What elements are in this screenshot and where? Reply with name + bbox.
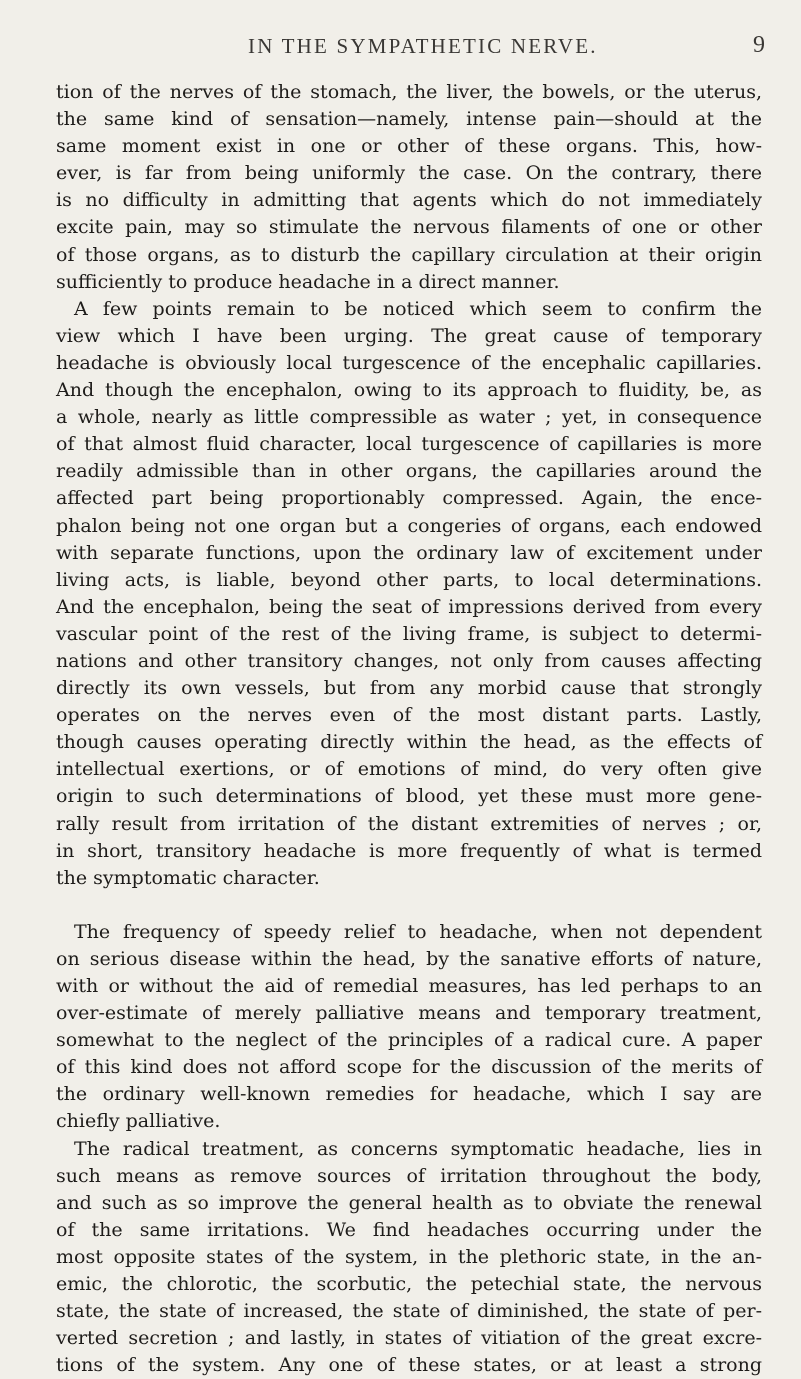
text-line: phalon being not one organ but a congeries of organs, each endowed — [56, 514, 762, 537]
text-line: the ordinary well-known remedies for headache, which I say are — [56, 1083, 762, 1106]
text-line: same moment exist in one or other of these organs. This, how- — [56, 135, 762, 158]
text-line: sufficiently to produce headache in a direct manner. — [56, 270, 560, 293]
paragraph-gap — [56, 892, 762, 919]
text-line: A few points remain to be noticed which seem to confirm the — [74, 297, 762, 320]
text-line: with or without the aid of remedial measures, has led perhaps to an — [56, 975, 762, 997]
text-line: tions of the system. Any one of these states, or at least a strong — [56, 1354, 762, 1377]
text-line: headache is obviously local turgescence of the encephalic capillaries. — [56, 351, 762, 374]
text-line: of the same irritations. We find headaches occurring under the — [56, 1218, 762, 1241]
text-line: of those organs, as to disturb the capillary circulation at their origin — [56, 243, 762, 266]
text-line: living acts, is liable, beyond other parts, to local determinations. — [56, 568, 762, 591]
text-line: And though the encephalon, owing to its approach to fluidity, be, as — [56, 379, 762, 402]
text-line: with separate functions, upon the ordinary law of excitement under — [56, 541, 762, 564]
text-line: directly its own vessels, but from any morbid cause that strongly — [56, 677, 762, 700]
text-line: of this kind does not afford scope for the discussion of the merits of — [56, 1056, 762, 1079]
paragraph — [56, 79, 762, 296]
text-line: The frequency of speedy relief to headache, when not dependent — [74, 920, 762, 943]
text-line: rally result from irritation of the distant extremities of nerves ; or, — [56, 812, 762, 835]
text-line: readily admissible than in other organs, the capillaries around the — [56, 460, 762, 483]
text-line: state, the state of increased, the state of diminished, the state of per- — [56, 1300, 762, 1323]
text-line: over-estimate of merely palliative means and temporary treatment, — [56, 1002, 762, 1025]
text-line: somewhat to the neglect of the principles of a radical cure. A paper — [56, 1029, 762, 1052]
text-line: nations and other transitory changes, not only from causes affecting — [56, 649, 762, 672]
text-line: affected part being proportionably compressed. Again, the ence- — [56, 487, 762, 510]
text-line: excite pain, may so stimulate the nervous filaments of one or other — [56, 216, 762, 239]
text-line: and such as so improve the general health as to obviate the renewal — [56, 1191, 762, 1214]
text-line: though causes operating directly within the head, as the effects of — [56, 731, 762, 754]
text-line: operates on the nerves even of the most distant parts. Lastly, — [56, 704, 762, 727]
text-line: the symptomatic character. — [56, 866, 320, 889]
text-line: most opposite states of the system, in the plethoric state, in the an- — [56, 1245, 762, 1268]
text-line: The radical treatment, as concerns symptomatic headache, lies in — [74, 1137, 762, 1160]
text-line: in short, transitory headache is more frequently of what is termed — [56, 839, 762, 862]
body-text — [56, 79, 762, 1379]
text-line: on serious disease within the head, by the sanative efforts of nature, — [56, 947, 762, 970]
running-title: IN THE SYMPATHETIC NERVE. — [248, 34, 598, 58]
text-line: tion of the nerves of the stomach, the liver, the bowels, or the uterus, — [56, 81, 762, 103]
text-line: verted secretion ; and lastly, in states of vitiation of the great excre- — [56, 1327, 762, 1350]
text-line: And the encephalon, being the seat of impressions derived from every — [56, 595, 762, 618]
text-line: ever, is far from being uniformly the case. On the contrary, there — [56, 162, 762, 185]
text-line: emic, the chlorotic, the scorbutic, the petechial state, the nervous — [56, 1273, 762, 1296]
text-line: vascular point of the rest of the living frame, is subject to determi- — [56, 622, 762, 645]
running-head — [0, 30, 801, 64]
text-line: intellectual exertions, or of emotions of mind, do very often give — [56, 758, 762, 781]
text-line: the same kind of sensation—namely, intense pain—should at the — [56, 108, 762, 131]
text-line: view which I have been urging. The great cause of temporary — [56, 324, 762, 347]
text-line: such means as remove sources of irritation throughout the body, — [56, 1164, 762, 1187]
text-line: of that almost fluid character, local turgescence of capillaries is more — [56, 433, 762, 456]
page-number: 9 — [753, 32, 765, 58]
text-line: chiefly palliative. — [56, 1110, 221, 1133]
paragraph — [56, 1136, 762, 1379]
paragraph — [56, 919, 762, 1136]
paragraph — [56, 296, 762, 892]
text-line: a whole, nearly as little compressible as water ; yet, in consequence — [56, 406, 762, 429]
text-line: origin to such determinations of blood, yet these must more gene- — [56, 785, 762, 808]
text-line: is no difficulty in admitting that agents which do not immediately — [56, 189, 762, 212]
